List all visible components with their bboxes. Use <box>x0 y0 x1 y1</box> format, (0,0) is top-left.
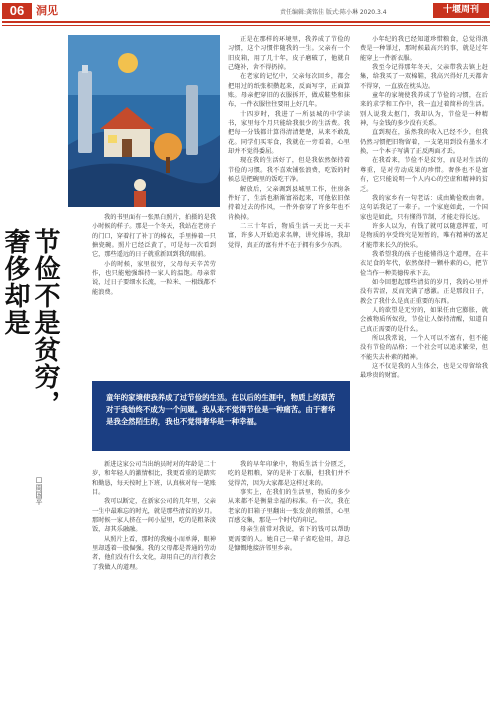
figure-body <box>134 191 146 207</box>
paragraph: 人的欲望是无穷的，如果任由它膨胀，就会被物质所奴役，节俭让人保持清醒，知道自己真正需要的是什么。 <box>360 306 488 333</box>
header-rule-thin <box>2 25 490 26</box>
paragraph: 小年纪的我已经知道珍惜粮食，总觉得浪费是一种罪过，那时候最高兴的事，就是过年能穿上一件新衣服。 <box>360 36 488 62</box>
house-window <box>108 135 117 143</box>
title-line-1: 节俭不是贫穷， <box>30 228 60 417</box>
text-column-5 <box>228 460 350 696</box>
tower-right <box>186 85 198 155</box>
tower-left-top <box>82 65 88 73</box>
paragraph: 童年的家境使我养成了节俭的习惯，在后来的求学和工作中，我一直过着简朴的生活。别人说我太抠门，我却认为，节俭是一种精神，与金钱的多少没有关系。 <box>360 92 488 128</box>
paragraph: 我的家乡有一句老话：成由勤俭败由奢。这句话我记了一辈子。一个家庭如此，一个国家也是如此，只有懂得节制，才能走得长远。 <box>360 194 488 221</box>
paragraph: 许多人以为，有钱了就可以随意挥霍，可是物质的享受终究是短暂的，唯有精神的富足才能带来长久的快乐。 <box>360 222 488 249</box>
house-door <box>122 139 132 157</box>
pull-quote: 童年的家境使我养成了过节俭的生活。在以后的生涯中，物质上的艰苦对于我始终不成为一个问题。我从来不觉得节俭是一种痛苦。由于奢华是我全然陌生的，我也不觉得奢华是一种幸福。 <box>92 381 350 451</box>
text-column-1 <box>92 213 216 373</box>
paragraph: 十四岁时，我进了一所县城的中学读书，家里每个月只能给我很少的生活费。我把每一分钱都计算得清清楚楚，从来不敢乱花。同学们买零食，我就在一旁看着，心里却并不觉得委屈。 <box>228 110 350 156</box>
paragraph: 新进这家公司当出纳员时对的年龄是二十岁，和年轻人的激情相比，我更看重的是踏实和勤恳，每天按时上下班，认真核对每一笔账目。 <box>92 461 216 497</box>
illustration-image <box>68 35 220 207</box>
paragraph: 我至今记得那年冬天，父亲带我去镇上赶集，给我买了一双棉鞋，我高兴得好几天都舍不得穿，一直放在枕头边。 <box>360 64 488 90</box>
paragraph: 小的时候，家里很穷，父母每天辛苦劳作，也只能勉强维持一家人的温饱。母亲常说，过日子要细水长流，一粒米、一根线都不能浪费。 <box>92 260 216 296</box>
paragraph: 我可以断定，在新家公司的几年里，父亲一生中最难忘的时光，就是那些清贫的岁月。那时候一家人挤在一间小屋里，吃的是粗茶淡饭，却其乐融融。 <box>92 498 216 534</box>
paragraph: 二三十年后，物质生活一天比一天丰富，许多人开始追求名牌，讲究排场，我却觉得，真正的富有并不在于拥有多少东西。 <box>228 222 350 249</box>
newspaper-brand: 十堰周刊 <box>433 3 489 18</box>
paragraph: 直到现在，虽然我的收入已经不少，但我仍然习惯把旧物留着，一支笔用到没有墨水才换，一个本子写满了正反两面才丢。 <box>360 129 488 156</box>
paragraph: 所以我常说，一个人可以不富有，但不能没有节俭的品格；一个社会可以追求繁荣，但不能失去朴素的精神。 <box>360 335 488 361</box>
paragraph: 从照片上看，那时的我瘦小而单薄，眼神里却透着一股倔强。我的父母都是普通的劳动者，他们没有什么文化，却用自己的言行教会了我做人的道理。 <box>92 535 216 571</box>
paragraph: 这不仅是我的人生体会，也是父母留给我最珍贵的财富。 <box>360 363 488 380</box>
tree <box>154 133 182 161</box>
paragraph: 事实上，在我们的生活里，物质的多少从来都不是衡量幸福的标准。有一次，我在老家的旧箱子里翻出一张发黄的粮票，心里百感交集，那是一个时代的印记。 <box>228 489 350 525</box>
tree-trunk <box>166 157 170 173</box>
title-line-2: 奢侈却是 <box>0 228 30 336</box>
paragraph: 现在我的生活好了，但是我依然保持着节俭的习惯。我不喜欢铺张浪费，吃饭的时候总是把碗里的饭吃干净。 <box>228 157 350 184</box>
paragraph: 在老家的记忆中，父亲每次回乡，都会把用过的纸张积攒起来，反面写字，正面算账。母亲把穿旧的衣服拆开，做成鞋垫和抹布，一件衣服往往要用上好几年。 <box>228 73 350 109</box>
paragraph: 母亲生前常对我说，省下的钱可以帮助更需要的人。她自己一辈子省吃俭用，却总是慷慨地接济邻里乡亲。 <box>228 526 350 553</box>
paragraph: 解放后，父亲调到县城里工作，住房条件好了，生活也渐渐富裕起来，可他依旧保持着过去的作风，一件外套穿了许多年也不肯换掉。 <box>228 185 350 221</box>
paragraph: 如今回想起那些清贫的岁月，我的心里并没有苦涩，反而充满了感激。正是那段日子，教会了我什么是真正重要的东西。 <box>360 278 488 305</box>
paragraph: 我的早年印象中，物质生活十分匮乏，吃的是粗粮，穿的是补丁衣服，但我们并不觉得苦，因为大家都是这样过来的。 <box>228 461 350 487</box>
tower-left <box>78 71 92 153</box>
article-illustration <box>68 35 220 207</box>
article-title <box>0 228 60 458</box>
paragraph: 在我看来，节俭不是贫穷，而是对生活的尊重，是对劳动成果的珍惜。奢侈也不是富有，它只能说明一个人内心的空虚和精神的贫乏。 <box>360 157 488 193</box>
text-column-4 <box>92 460 216 696</box>
page-number: 06 <box>2 3 32 19</box>
paragraph: 我的书里面有一张黑白照片，拍摄的是我小时候的样子。那是一个冬天，我站在老房子的门口，穿着打了补丁的棉衣，手里捧着一只搪瓷碗。照片已经泛黄了，可是每一次看到它，那些遥远的日子就重新回到我的眼前。 <box>92 214 216 259</box>
editor-meta: 责任编辑:龚铭佳 版式:陈小琳 2020.3.4 <box>280 9 387 16</box>
header-rule <box>2 21 490 23</box>
figure-head <box>134 179 146 191</box>
paragraph: 我希望我的孩子也能懂得这个道理，在丰衣足食的年代，依然保持一颗朴素的心，把节俭当作一种美德传承下去。 <box>360 250 488 277</box>
text-column-2 <box>228 35 350 371</box>
section-name: 洞见 <box>36 4 58 17</box>
text-column-3 <box>360 35 488 695</box>
sun <box>118 53 138 73</box>
paragraph: 正是在那样的环境里，我养成了节俭的习惯，这个习惯伴随我的一生。父亲有一个旧皮箱，用了几十年，皮子磨破了，他就自己缝补，舍不得扔掉。 <box>228 36 350 72</box>
byline: □周国平 <box>35 476 43 505</box>
